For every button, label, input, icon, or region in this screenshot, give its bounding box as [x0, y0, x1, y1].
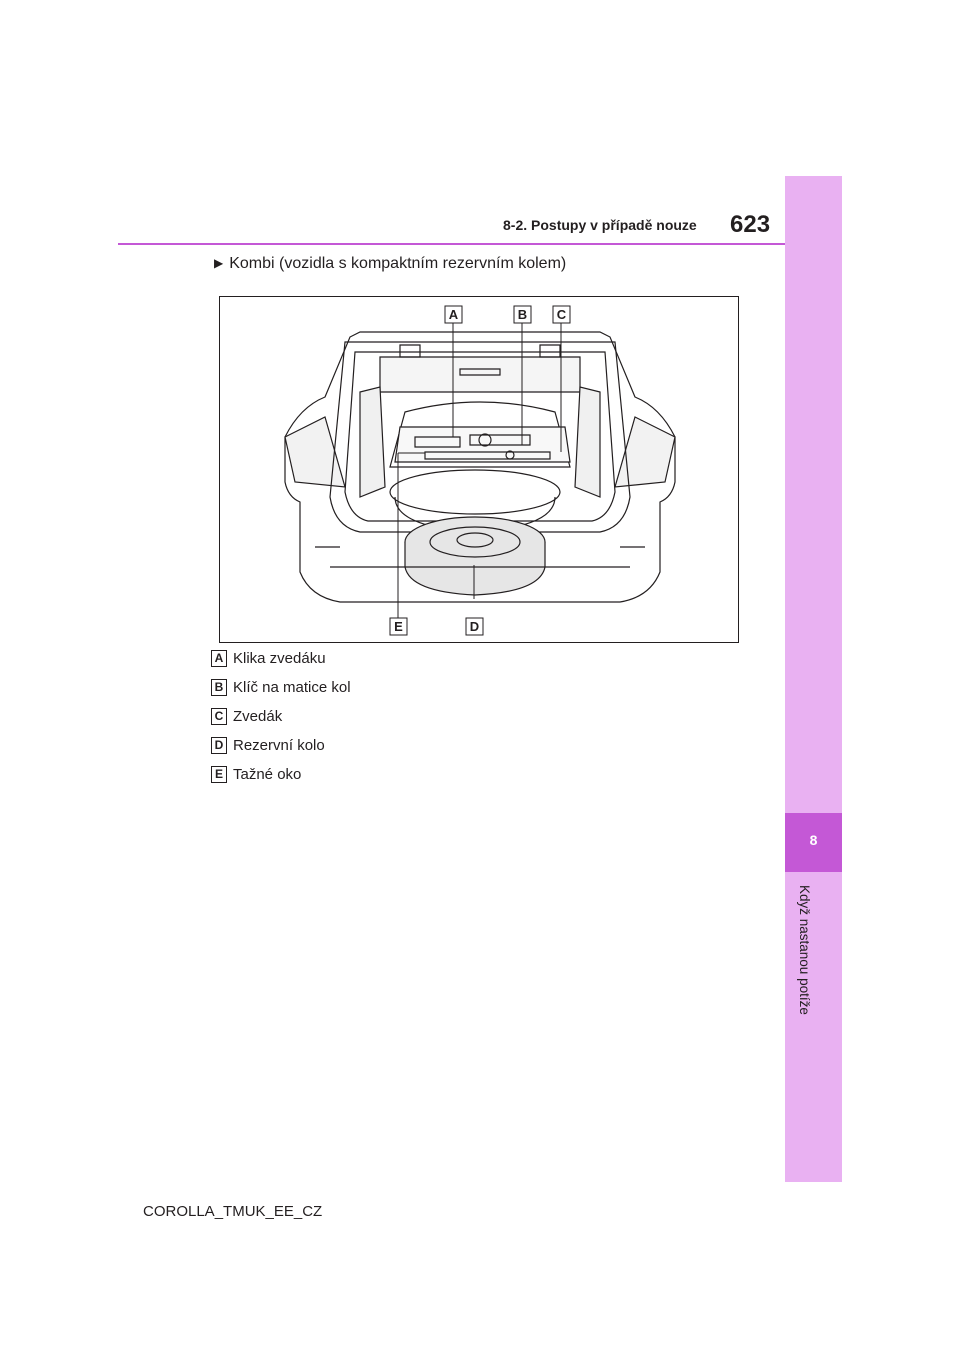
page-number: 623: [730, 211, 771, 238]
luggage-compartment-illustration: [219, 296, 739, 643]
callout-a-label: A: [448, 307, 459, 322]
legend-key: D: [211, 737, 227, 754]
chapter-number-box: [785, 813, 842, 872]
legend-item: [211, 648, 351, 668]
callout-e-label: E: [394, 619, 403, 634]
legend-key: A: [211, 650, 227, 667]
car-trunk-drawing: [220, 297, 738, 642]
subheading: [214, 255, 566, 273]
legend-key: E: [211, 766, 227, 783]
legend-text: Tažné oko: [233, 765, 302, 783]
legend-list: [211, 648, 351, 793]
chapter-title: Když nastanou potíže: [797, 885, 812, 1015]
header-divider: [118, 243, 785, 245]
triangle-marker-icon: ▶: [214, 256, 224, 270]
legend-item: [211, 764, 351, 784]
legend-text: Klika zvedáku: [233, 649, 326, 667]
callout-b-label: B: [517, 307, 528, 322]
subheading-text: Kombi (vozidla s kompaktním rezervním kolem): [229, 255, 567, 272]
legend-item: [211, 706, 351, 726]
legend-text: Zvedák: [233, 707, 283, 725]
legend-text: Klíč na matice kol: [233, 678, 351, 696]
legend-key: B: [211, 679, 227, 696]
callout-d-label: D: [469, 619, 480, 634]
legend-text: Rezervní kolo: [233, 736, 325, 754]
section-title: 8-2. Postupy v případě nouze: [503, 217, 697, 233]
document-code: COROLLA_TMUK_EE_CZ: [143, 1203, 323, 1220]
callout-c-label: C: [556, 307, 567, 322]
legend-item: [211, 735, 351, 755]
legend-item: [211, 677, 351, 697]
chapter-number: 8: [809, 832, 818, 848]
legend-key: C: [211, 708, 227, 725]
